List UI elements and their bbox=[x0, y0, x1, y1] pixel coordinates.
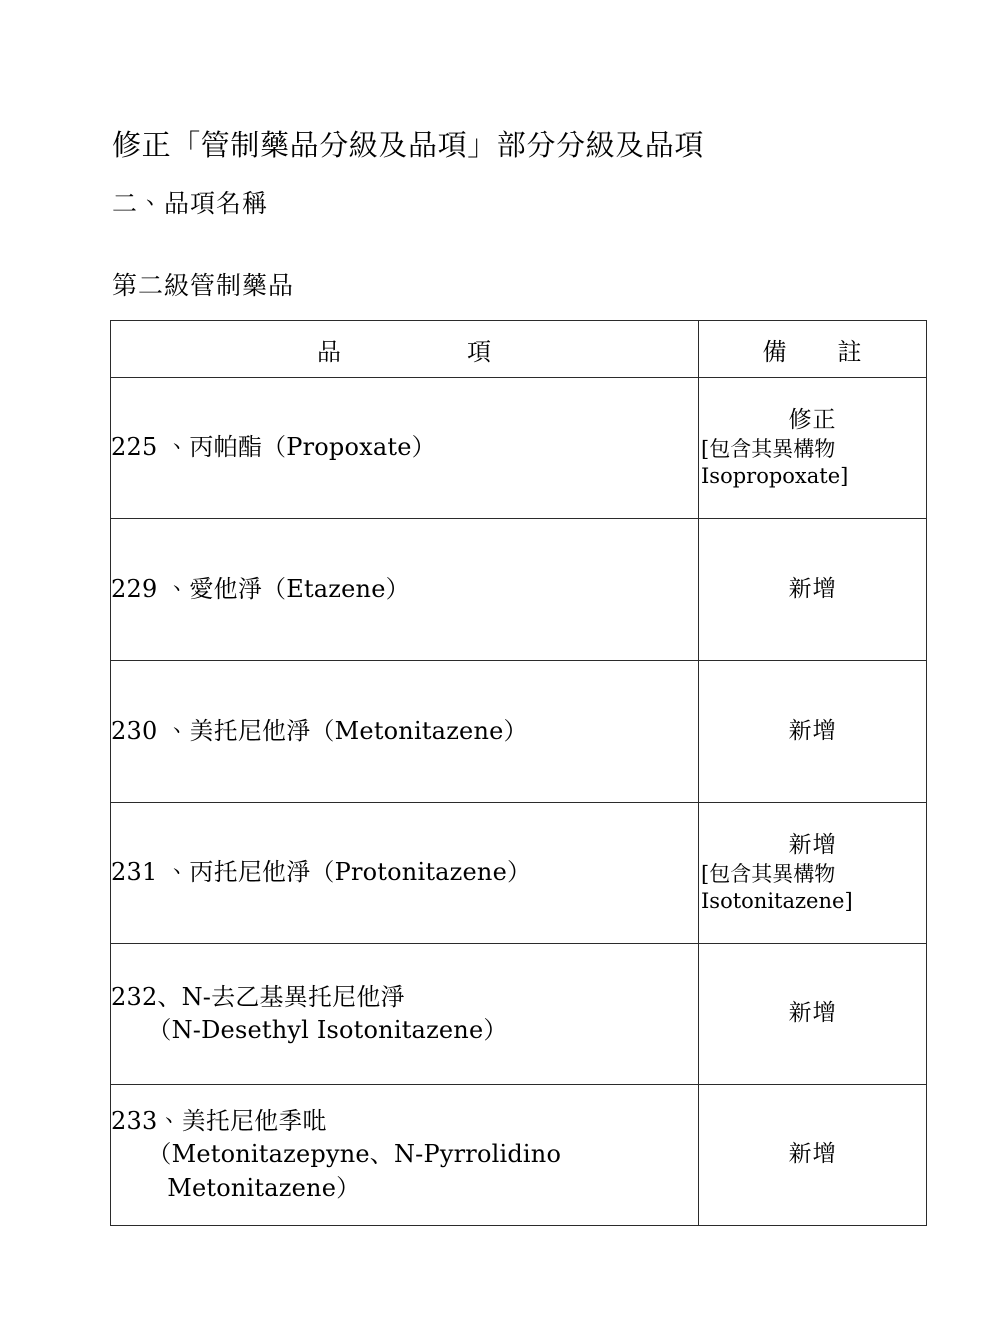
item-cell-229 bbox=[111, 519, 699, 661]
table-row bbox=[111, 661, 927, 803]
item-cell-231 bbox=[111, 803, 699, 944]
note-status: 新增 bbox=[788, 1141, 837, 1168]
column-header-item bbox=[111, 321, 699, 378]
item-line: 231 、丙托尼他淨（Protonitazene） bbox=[111, 858, 532, 887]
item-cell-230 bbox=[111, 661, 699, 803]
item-line: 229 、愛他淨（Etazene） bbox=[111, 574, 410, 603]
item-line: 230 、美托尼他淨（Metonitazene） bbox=[111, 716, 528, 745]
column-header-item-label: 品 項 bbox=[317, 337, 492, 366]
item-cell-233 bbox=[111, 1085, 699, 1226]
item-line: （Metonitazepyne、N-Pyrrolidino bbox=[111, 1140, 562, 1169]
note-extra-line: Isotonitazene] bbox=[701, 888, 853, 913]
table-row bbox=[111, 519, 927, 661]
note-cell-229 bbox=[699, 519, 927, 661]
sub-heading-schedule-2: 第二級管制藥品 bbox=[112, 271, 295, 300]
item-line: 233、美托尼他季吡 bbox=[111, 1107, 327, 1136]
document-title: 修正「管制藥品分級及品項」部分分級及品項 bbox=[112, 128, 705, 162]
item-line: 232、N-去乙基異托尼他淨 bbox=[111, 982, 405, 1011]
table-row bbox=[111, 803, 927, 944]
note-extra-line: [包含其異構物 bbox=[701, 436, 836, 461]
table-body bbox=[111, 378, 927, 1226]
controlled-drug-table-wrapper bbox=[110, 320, 926, 1226]
item-cell-225 bbox=[111, 378, 699, 519]
table-row bbox=[111, 944, 927, 1085]
item-line: 225 、丙帕酯（Propoxate） bbox=[111, 433, 436, 462]
note-status: 修正 bbox=[788, 406, 837, 433]
item-cell-232 bbox=[111, 944, 699, 1085]
note-status: 新增 bbox=[788, 717, 837, 744]
note-extra-line: [包含其異構物 bbox=[701, 861, 836, 886]
note-cell-230 bbox=[699, 661, 927, 803]
note-status: 新增 bbox=[788, 831, 837, 858]
item-line: （N-Desethyl Isotonitazene） bbox=[111, 1016, 508, 1044]
table-row bbox=[111, 1085, 927, 1226]
table-header-row bbox=[111, 321, 927, 378]
note-cell-233 bbox=[699, 1085, 927, 1226]
note-status: 新增 bbox=[788, 1000, 837, 1027]
item-line: Metonitazene） bbox=[111, 1173, 361, 1202]
note-extra-line: Isopropoxate] bbox=[701, 463, 849, 488]
column-header-note-label: 備 註 bbox=[762, 337, 863, 366]
table-header bbox=[111, 321, 927, 378]
note-cell-231 bbox=[699, 803, 927, 944]
table-row bbox=[111, 378, 927, 519]
controlled-drug-table bbox=[110, 320, 927, 1226]
note-status: 新增 bbox=[788, 575, 837, 602]
note-cell-232 bbox=[699, 944, 927, 1085]
section-heading: 二、品項名稱 bbox=[112, 189, 269, 218]
note-cell-225 bbox=[699, 378, 927, 519]
column-header-note bbox=[699, 321, 927, 378]
